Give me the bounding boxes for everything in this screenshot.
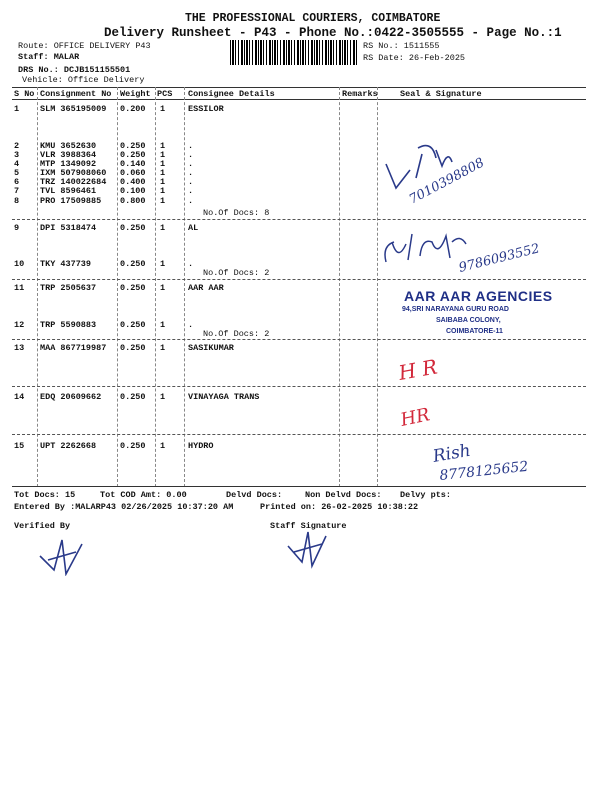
col-consignee: Consignee Details (188, 89, 275, 99)
table-header-rule (12, 99, 586, 100)
signature-name: Rish (431, 440, 473, 467)
group-divider (12, 339, 586, 340)
staff-label: Staff: MALAR (18, 52, 80, 62)
col-remarks: Remarks (342, 89, 378, 99)
staff-signature (284, 528, 334, 570)
signature-ink (430, 440, 580, 486)
stamp-address: 94,SRI NARAYANA GURU ROAD (402, 306, 509, 313)
vehicle-label: Vehicle: Office Delivery (22, 75, 145, 85)
group-divider (12, 219, 586, 220)
total-docs: Tot Docs: 15 (14, 490, 76, 500)
group-note: No.Of Docs: 8 (203, 208, 270, 218)
group-note: No.Of Docs: 2 (203, 329, 270, 339)
signature-text: HR (398, 404, 432, 431)
group-divider (12, 386, 586, 387)
stamp-title: AAR AAR AGENCIES (404, 288, 553, 304)
delivery-points: Delvy pts: (400, 490, 452, 500)
signature-phone: 7010398808 (406, 155, 487, 208)
drs-number: DRS No.: DCJB151155501 (18, 65, 131, 75)
col-sep (339, 87, 340, 487)
staff-signature-label: Staff Signature (270, 521, 347, 531)
runsheet-title: Delivery Runsheet - P43 - Phone No.:0422-3505555 - Page No.:1 (104, 26, 562, 40)
col-consignment: Consignment No (40, 89, 112, 99)
signature-phone: 8778125652 (438, 458, 530, 484)
delivered-docs: Delvd Docs: (226, 490, 283, 500)
group-note: No.Of Docs: 2 (203, 268, 270, 278)
signature-ink (396, 400, 446, 434)
col-sno: S No (14, 89, 35, 99)
signature-ink (380, 222, 570, 284)
col-sep (155, 87, 156, 487)
col-sep (377, 87, 378, 487)
printed-on: Printed on: 26-02-2025 10:38:22 (260, 502, 419, 512)
stamp-address: COIMBATORE-11 (446, 328, 503, 335)
signature-ink (382, 136, 492, 222)
col-seal: Seal & Signature (400, 89, 482, 99)
signature-phone: 9786093552 (457, 241, 542, 276)
entered-by: Entered By :MALARP43 02/26/2025 10:37:20 AM (14, 502, 234, 512)
verifier-signature (36, 534, 88, 576)
non-delivered-docs: Non Delvd Docs: (305, 490, 382, 500)
barcode (230, 40, 358, 65)
table-bottom-rule (12, 486, 586, 487)
route-label: Route: OFFICE DELIVERY P43 (18, 41, 151, 51)
rs-number: RS No.: 1511555 (363, 41, 440, 51)
company-title: THE PROFESSIONAL COURIERS, COIMBATORE (185, 12, 441, 25)
total-cod: Tot COD Amt: 0.00 (100, 490, 187, 500)
col-pcs: PCS (157, 89, 173, 99)
signature-ink (390, 348, 450, 390)
rs-date: RS Date: 26-Feb-2025 (363, 53, 466, 63)
col-weight: Weight (120, 89, 151, 99)
verified-by-label: Verified By (14, 521, 71, 531)
stamp-address: SAIBABA COLONY, (436, 317, 501, 324)
group-divider (12, 434, 586, 435)
table-top-rule (12, 87, 586, 88)
col-sep (184, 87, 185, 487)
col-sep (37, 87, 38, 487)
signature-text: H R (396, 354, 440, 385)
col-sep (117, 87, 118, 487)
